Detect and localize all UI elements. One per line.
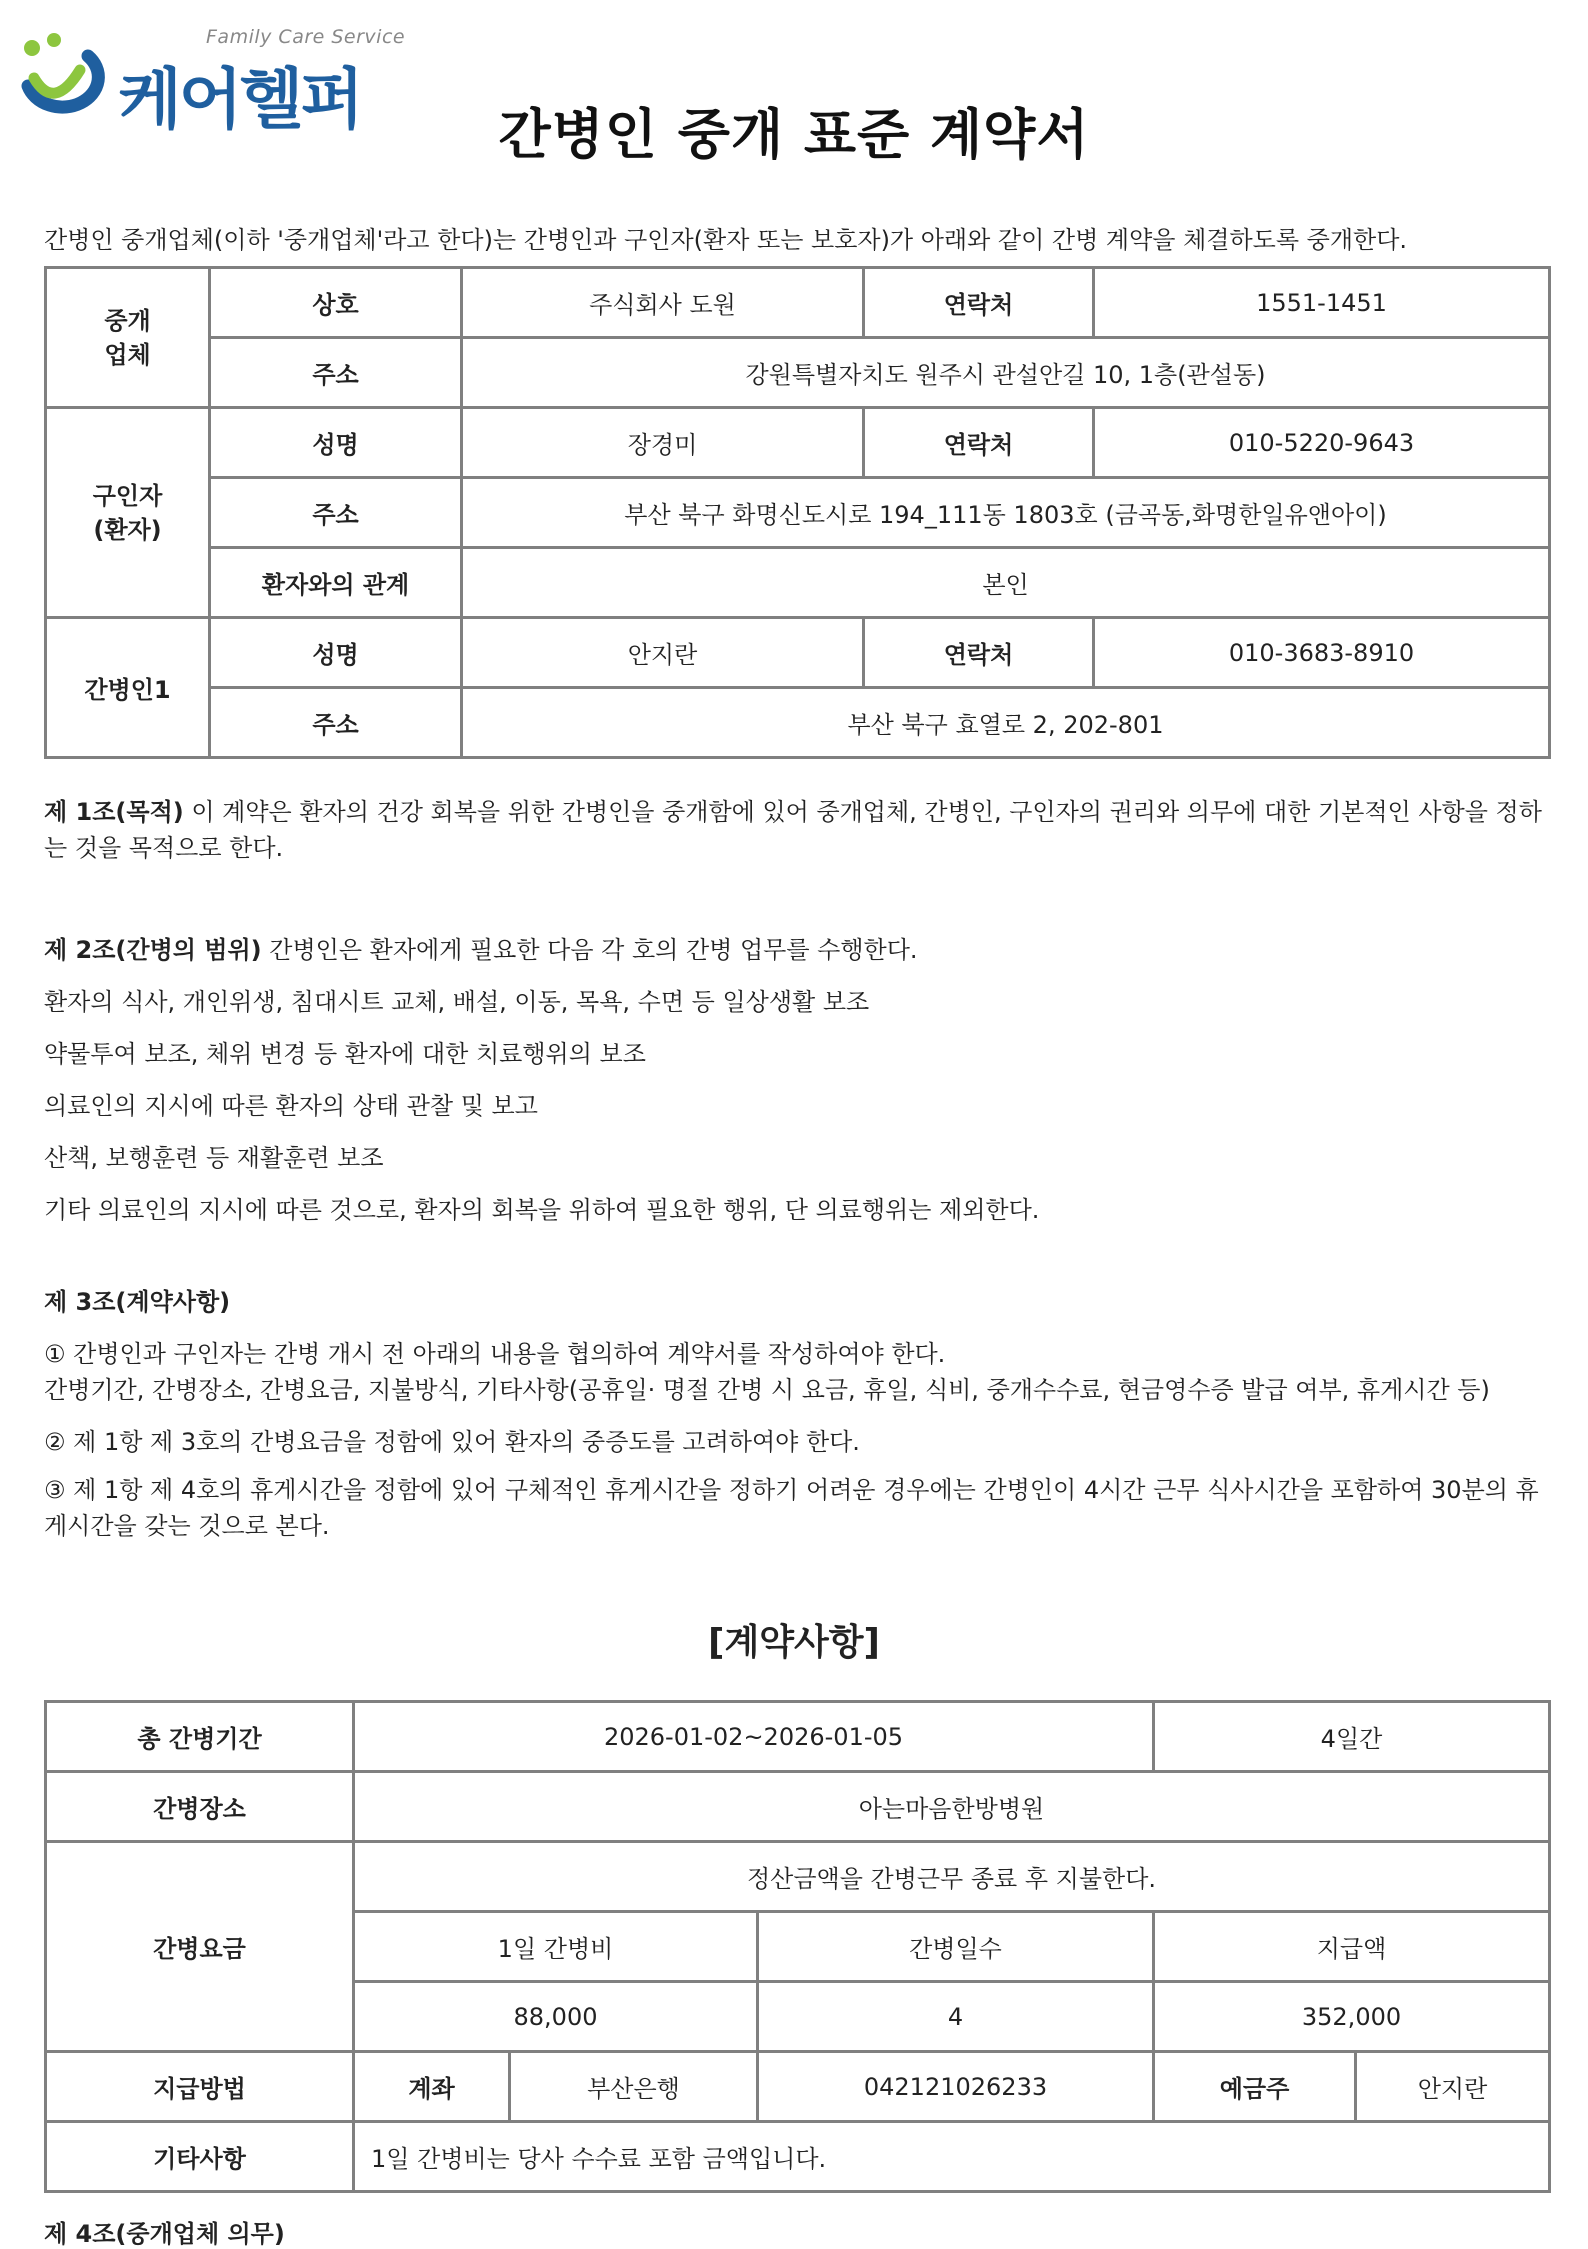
table-row [46,1842,1550,1912]
client-name-label: 성명 [210,408,462,478]
broker-name-label: 상호 [210,268,462,338]
etc-value: 1일 간병비는 당사 수수료 포함 금액입니다. [354,2122,1550,2192]
table-row [46,478,1550,548]
fee-label: 간병요금 [46,1842,354,2052]
client-address: 부산 북구 화명신도시로 194_111동 1803호 (금곡동,화명한일유앤아이) [462,478,1550,548]
holder-name: 안지란 [1356,2052,1550,2122]
client-address-label: 주소 [210,478,462,548]
broker-group-label: 중개 업체 [46,268,210,408]
article-4-heading: 제 4조(중개업체 의무) [44,2220,285,2248]
table-row [46,688,1550,758]
list-item: 산책, 보행훈련 등 재활훈련 보조 [44,1144,384,1172]
caregiver-name: 안지란 [462,618,864,688]
client-group-label: 구인자 (환자) [46,408,210,618]
table-row [46,1772,1550,1842]
period-label: 총 간병기간 [46,1702,354,1772]
client-contact-label: 연락처 [864,408,1094,478]
bank-name: 부산은행 [510,2052,758,2122]
article-2-heading: 제 2조(간병의 범위) [44,936,262,964]
caregiver-address: 부산 북구 효열로 2, 202-801 [462,688,1550,758]
account-number: 042121026233 [758,2052,1154,2122]
client-name: 장경미 [462,408,864,478]
article-1 [44,794,1544,866]
table-row [46,268,1550,338]
contract-table [44,1700,1551,2193]
client-relation-label: 환자와의 관계 [210,548,462,618]
caregiver-group-label: 간병인1 [46,618,210,758]
caregiver-contact: 010-3683-8910 [1094,618,1550,688]
broker-address-label: 주소 [210,338,462,408]
caregiver-contact-label: 연락처 [864,618,1094,688]
article-2 [44,930,918,965]
table-row [46,1702,1550,1772]
total-value: 352,000 [1154,1982,1550,2052]
period-value: 2026-01-02~2026-01-05 [354,1702,1154,1772]
client-contact: 010-5220-9643 [1094,408,1550,478]
etc-label: 기타사항 [46,2122,354,2192]
account-label: 계좌 [354,2052,510,2122]
days-label: 간병일수 [758,1912,1154,1982]
broker-contact-label: 연락처 [864,268,1094,338]
days-value: 4 [758,1982,1154,2052]
daily-fee-label: 1일 간병비 [354,1912,758,1982]
broker-address: 강원특별자치도 원주시 관설안길 10, 1층(관설동) [462,338,1550,408]
daily-fee-value: 88,000 [354,1982,758,2052]
client-relation: 본인 [462,548,1550,618]
payment-label: 지급방법 [46,2052,354,2122]
place-value: 아는마음한방병원 [354,1772,1550,1842]
contract-section-title: [계약사항] [707,1622,880,1663]
article-3-clause-3: ③ 제 1항 제 4호의 휴게시간을 정함에 있어 구체적인 휴게시간을 정하기 어려운 경우에는 간병인이 4시간 근무 식사시간을 포함하여 30분의 휴게시간을 갖는 것으로 본다. [44,1476,1539,1540]
table-row [46,618,1550,688]
place-label: 간병장소 [46,1772,354,1842]
table-row [46,548,1550,618]
article-1-body: 이 계약은 환자의 건강 회복을 위한 간병인을 중개함에 있어 중개업체, 간병인, 구인자의 권리와 의무에 대한 기본적인 사항을 정하는 것을 목적으로 한다. [44,798,1542,862]
holder-label: 예금주 [1154,2052,1356,2122]
list-item: 환자의 식사, 개인위생, 침대시트 교체, 배설, 이동, 목욕, 수면 등 일상생활 보조 [44,988,870,1016]
list-item: 기타 의료인의 지시에 따른 것으로, 환자의 회복을 위하여 필요한 행위, 단 의료행위는 제외한다. [44,1196,1040,1224]
table-row [46,338,1550,408]
list-item: 약물투여 보조, 체위 변경 등 환자에 대한 치료행위의 보조 [44,1040,646,1068]
table-row [46,2052,1550,2122]
total-label: 지급액 [1154,1912,1550,1982]
caregiver-address-label: 주소 [210,688,462,758]
logo-brand: 케어헬퍼 [118,61,362,138]
article-3-clause-2: ② 제 1항 제 3호의 간병요금을 정함에 있어 환자의 중증도를 고려하여야 한다. [44,1428,860,1456]
period-days: 4일간 [1154,1702,1550,1772]
broker-contact: 1551-1451 [1094,268,1550,338]
article-2-body: 간병인은 환자에게 필요한 다음 각 호의 간병 업무를 수행한다. [261,936,918,964]
table-row [46,2122,1550,2192]
list-item: 의료인의 지시에 따른 환자의 상태 관찰 및 보고 [44,1092,538,1120]
caregiver-name-label: 성명 [210,618,462,688]
table-row [46,408,1550,478]
article-3-clause-1: ① 간병인과 구인자는 간병 개시 전 아래의 내용을 협의하여 계약서를 작성하여야 한다. [44,1340,946,1368]
article-1-heading: 제 1조(목적) [44,798,184,826]
article-3-heading: 제 3조(계약사항) [44,1288,231,1316]
fee-note: 정산금액을 간병근무 종료 후 지불한다. [354,1842,1550,1912]
intro-text: 간병인 중개업체(이하 '중개업체'라고 한다)는 간병인과 구인자(환자 또는 보호자)가 아래와 같이 간병 계약을 체결하도록 중개한다. [44,226,1408,254]
broker-name: 주식회사 도원 [462,268,864,338]
article-3-clause-1-detail: 간병기간, 간병장소, 간병요금, 지불방식, 기타사항(공휴일· 명절 간병 시 요금, 휴일, 식비, 중개수수료, 현금영수증 발급 여부, 휴게시간 등) [44,1376,1490,1404]
logo-tagline: Family Care Service [206,26,406,48]
document-title: 간병인 중개 표준 계약서 [498,103,1090,166]
parties-table [44,266,1551,759]
